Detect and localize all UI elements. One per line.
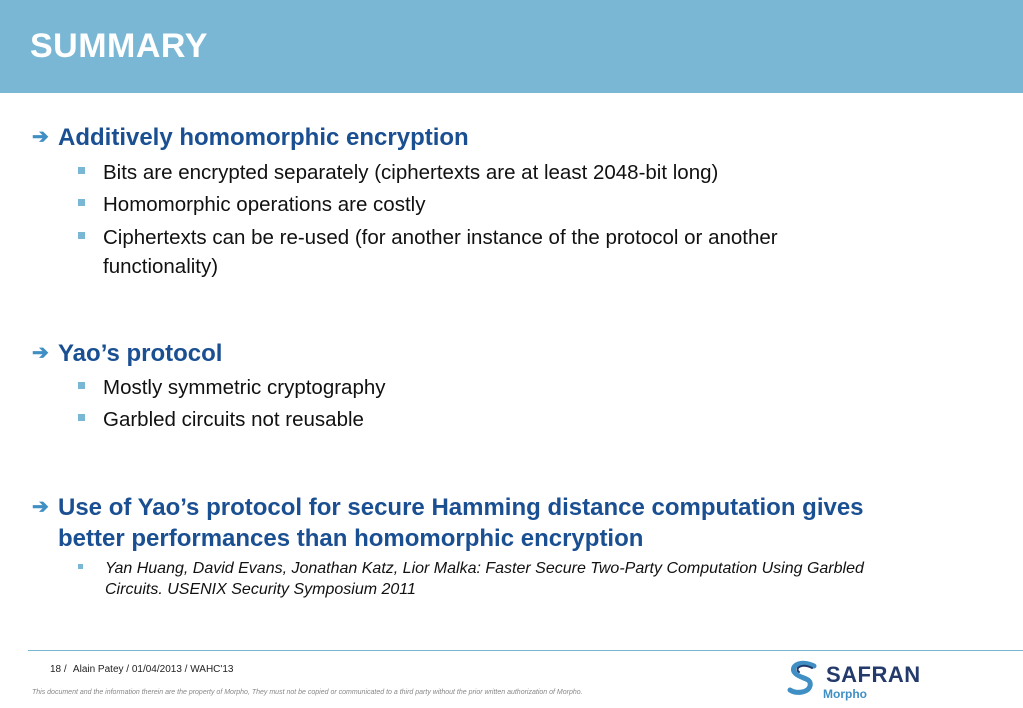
slide-title: SUMMARY: [30, 27, 208, 65]
footer-disclaimer: This document and the information therein are the property of Morpho, They must not be copied or communicated to a third party without the prior written authorization of Morpho.: [32, 689, 583, 696]
square-bullet-icon: [78, 199, 85, 206]
section-heading-text: better performances than homomorphic encryption: [58, 525, 644, 552]
logo-subtext: Morpho: [823, 687, 867, 701]
reference-text: Circuits. USENIX Security Symposium 2011: [105, 581, 416, 598]
section-heading-yao: [32, 338, 222, 369]
square-bullet-icon: [78, 382, 85, 389]
arrow-right-icon: ➔: [32, 342, 49, 364]
safran-logo: [786, 660, 936, 702]
list-item: [78, 190, 425, 219]
list-item: [78, 373, 386, 402]
section-heading-homomorphic: [32, 122, 469, 153]
reference-text: Yan Huang, David Evans, Jonathan Katz, Lior Malka: Faster Secure Two-Party Computation Using Garbled: [105, 560, 864, 577]
footer-author-date: Alain Patey / 01/04/2013 / WAHC'13: [72, 664, 234, 675]
square-bullet-icon: [78, 232, 85, 239]
reference-continuation: [105, 579, 416, 601]
bullet-text: Mostly symmetric cryptography: [103, 376, 386, 399]
safran-swoosh-icon: [786, 660, 820, 696]
section-heading-text: Additively homomorphic encryption: [58, 124, 469, 151]
slide-header: [0, 0, 1023, 93]
square-bullet-icon: [78, 564, 83, 569]
list-item: [78, 405, 364, 434]
reference-item: [78, 558, 864, 580]
logo-text: SAFRAN: [826, 662, 921, 687]
footer-divider: [28, 650, 1023, 651]
list-item: [78, 158, 718, 187]
bullet-text: functionality): [103, 255, 219, 278]
list-item: [78, 223, 778, 252]
section-heading-text: Yao’s protocol: [58, 340, 223, 367]
bullet-text: Ciphertexts can be re-used (for another instance of the protocol or another: [103, 226, 778, 249]
bullet-text: Bits are encrypted separately (ciphertexts are at least 2048-bit long): [103, 161, 719, 184]
square-bullet-icon: [78, 167, 85, 174]
section-heading-continuation: [58, 523, 643, 554]
section-heading-conclusion: [32, 492, 864, 523]
square-bullet-icon: [78, 414, 85, 421]
page-number: 18 /: [50, 664, 67, 675]
list-item-continuation: [103, 252, 218, 281]
arrow-right-icon: ➔: [32, 496, 49, 518]
bullet-text: Homomorphic operations are costly: [103, 193, 426, 216]
bullet-text: Garbled circuits not reusable: [103, 408, 364, 431]
section-heading-text: Use of Yao’s protocol for secure Hamming distance computation gives: [58, 494, 864, 521]
arrow-right-icon: ➔: [32, 126, 49, 148]
footer-meta: [50, 664, 237, 675]
